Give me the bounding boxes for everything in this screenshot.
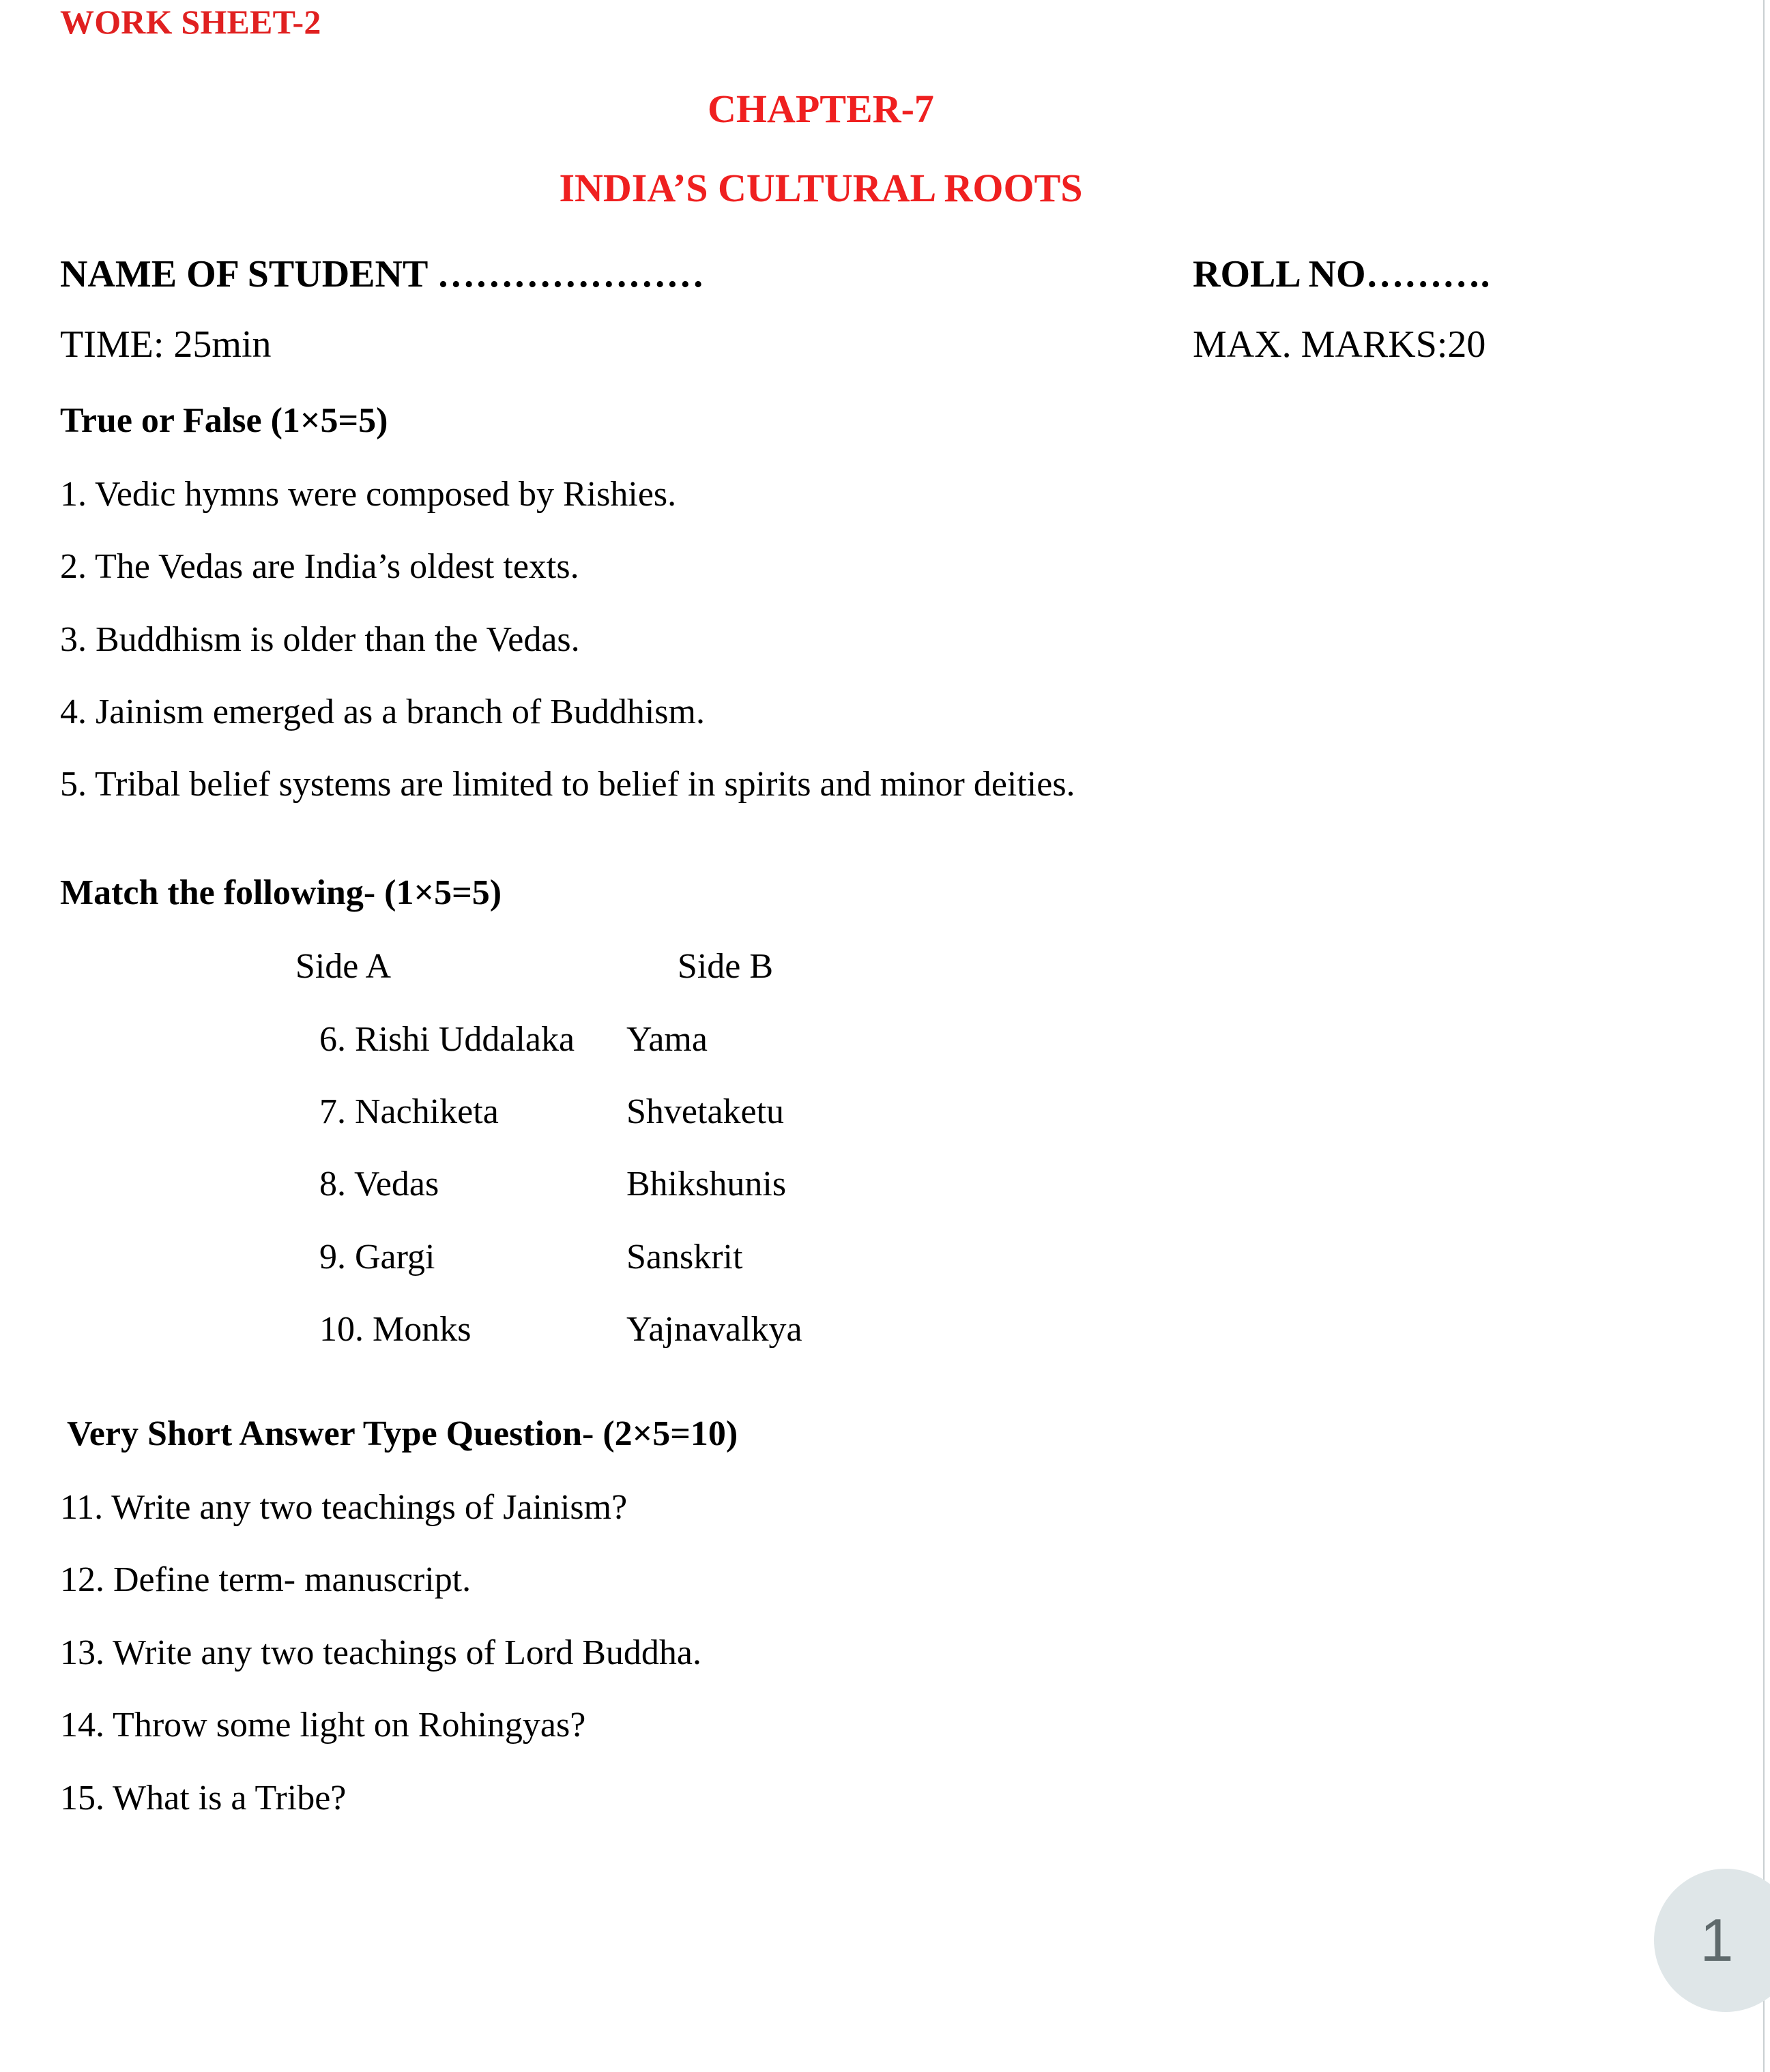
true-false-item: 3. Buddhism is older than the Vedas. xyxy=(60,619,580,659)
match-item-a: 7. Nachiketa xyxy=(319,1092,499,1132)
exam-info-row xyxy=(60,323,1582,367)
very-short-answer-item: 11. Write any two teachings of Jainism? xyxy=(60,1487,628,1527)
match-item-a: 6. Rishi Uddalaka xyxy=(319,1019,575,1059)
true-false-item: 5. Tribal belief systems are limited to belief in spirits and minor deities. xyxy=(60,765,1075,804)
worksheet-label: WORK SHEET-2 xyxy=(60,3,321,41)
true-false-item: 1. Vedic hymns were composed by Rishies. xyxy=(60,474,677,514)
true-false-item: 4. Jainism emerged as a branch of Buddhism. xyxy=(60,692,705,732)
match-item-b: Yama xyxy=(626,1019,708,1059)
match-item-a: 8. Vedas xyxy=(319,1165,439,1204)
table-row xyxy=(60,1091,1582,1133)
document-content xyxy=(60,0,1670,1820)
match-table-header-row xyxy=(60,946,1582,988)
page-indicator-badge[interactable] xyxy=(1654,1869,1770,2012)
student-info-row xyxy=(60,252,1582,297)
section-heading-very-short-answer: Very Short Answer Type Question- (2×5=10) xyxy=(67,1414,738,1453)
student-name-label: NAME OF STUDENT ………………… xyxy=(60,252,705,295)
match-item-b: Sanskrit xyxy=(626,1237,743,1276)
match-item-b: Yajnavalkya xyxy=(626,1310,802,1349)
very-short-answer-item: 12. Define term- manuscript. xyxy=(60,1560,471,1600)
table-row xyxy=(60,1163,1582,1206)
roll-number-label: ROLL NO………. xyxy=(1193,252,1490,295)
match-column-header-a: Side A xyxy=(295,947,392,987)
time-label: TIME: 25min xyxy=(60,323,272,366)
section-heading-match: Match the following- (1×5=5) xyxy=(60,873,502,912)
chapter-title: CHAPTER-7 xyxy=(708,87,934,131)
section-heading-true-false: True or False (1×5=5) xyxy=(60,400,388,440)
match-item-b: Shvetaketu xyxy=(626,1092,785,1132)
match-table xyxy=(60,946,1582,1351)
match-column-header-b: Side B xyxy=(677,947,774,987)
table-row xyxy=(60,1236,1582,1279)
match-item-b: Bhikshunis xyxy=(626,1165,787,1204)
very-short-answer-item: 14. Throw some light on Rohingyas? xyxy=(60,1706,586,1745)
viewport-right-edge xyxy=(1763,0,1765,2072)
table-row xyxy=(60,1019,1582,1061)
subject-title: INDIA’S CULTURAL ROOTS xyxy=(559,165,1083,210)
very-short-answer-item: 15. What is a Tribe? xyxy=(60,1778,347,1818)
true-false-item: 2. The Vedas are India’s oldest texts. xyxy=(60,547,579,587)
table-row xyxy=(60,1309,1582,1351)
max-marks-label: MAX. MARKS:20 xyxy=(1193,323,1486,366)
match-item-a: 9. Gargi xyxy=(319,1237,435,1276)
page-indicator-value: 1 xyxy=(1700,1906,1734,1974)
very-short-answer-item: 13. Write any two teachings of Lord Buddha. xyxy=(60,1633,701,1672)
match-item-a: 10. Monks xyxy=(319,1310,471,1349)
